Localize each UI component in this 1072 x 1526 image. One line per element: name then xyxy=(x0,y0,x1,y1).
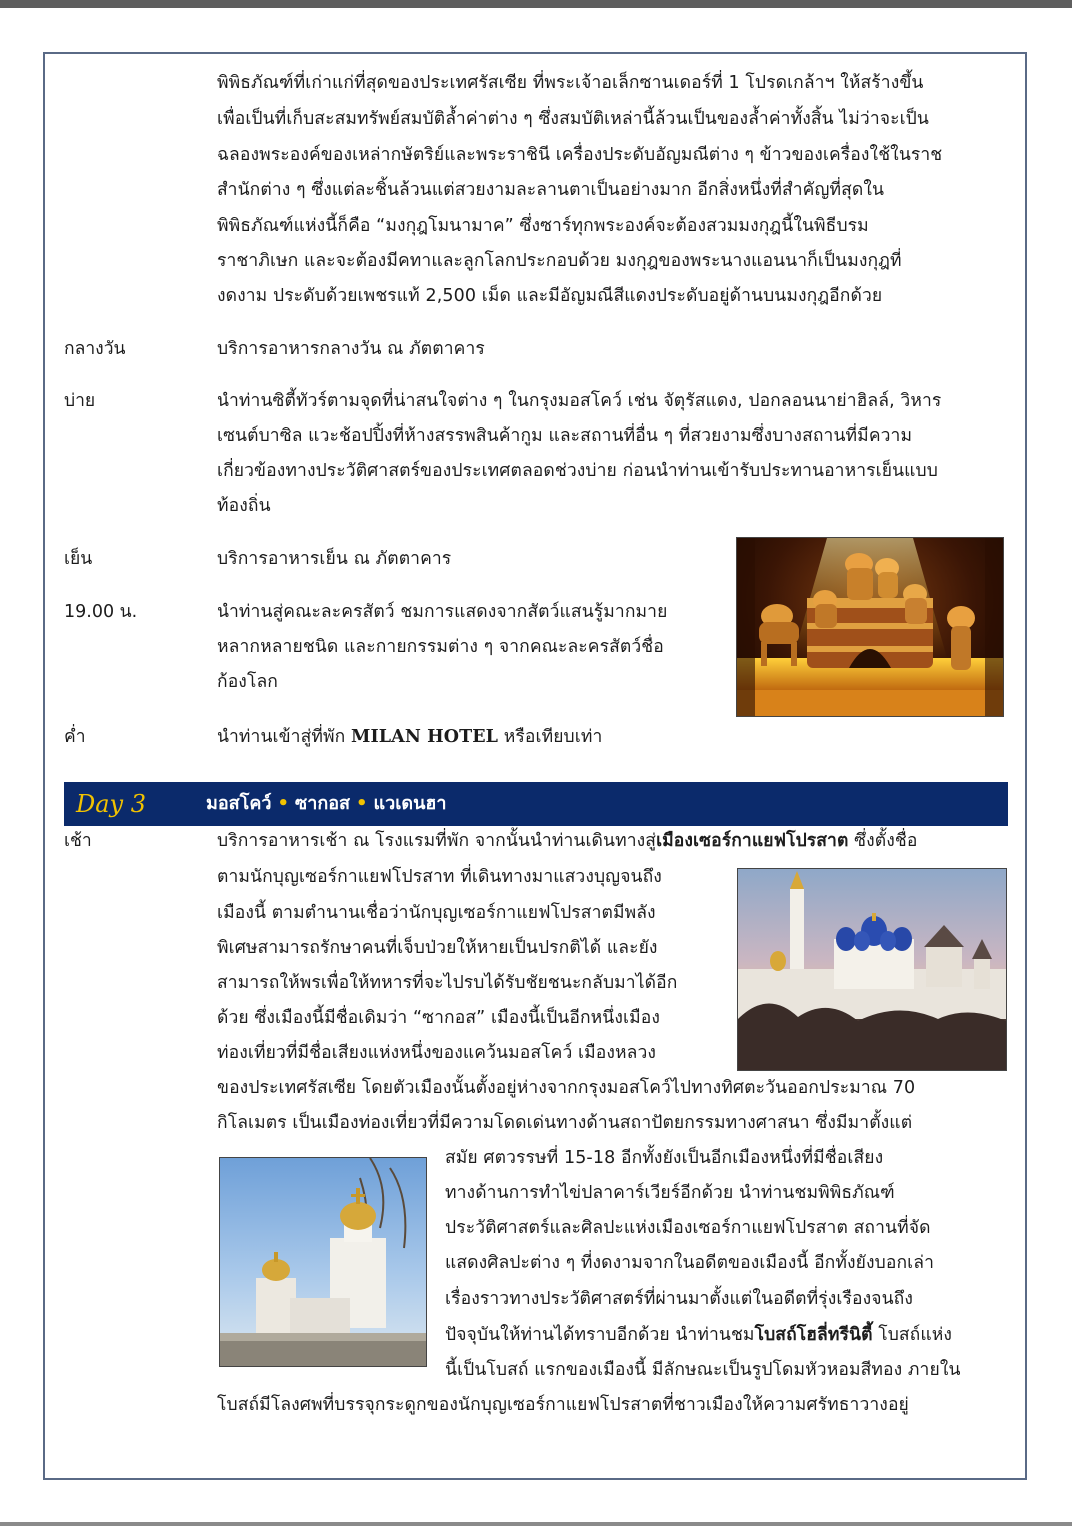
morning-right-line-1: สมัย ศตวรรษที่ 15-18 อีกทั้งยังเป็นอีกเมืองหนึ่งที่มีชื่อเสียง xyxy=(445,1148,884,1168)
sergiev-posad-name: เมืองเซอร์กาแยฟโปรสาต xyxy=(656,831,849,851)
church-line-before: ปัจจุบันให้ท่านได้ทราบอีกด้วย นำท่านชม xyxy=(445,1325,755,1345)
trinity-church-illustration xyxy=(220,1158,426,1366)
museum-line-2: เพื่อเป็นที่เก็บสะสมทรัพย์สมบัติล้ำค่าต่าง ๆ ซึ่งสมบัติเหล่านี้ล้วนเป็นของล้ำค่าทั้งสิ้น ไม่ว่าจะเป็น xyxy=(217,109,929,129)
morning-line-1-before: บริการอาหารเช้า ณ โรงแรมที่พัก จากนั้นนำท่านเดินทางสู่ xyxy=(217,831,657,851)
circus-illustration xyxy=(737,538,1003,716)
morning-narrow-line-1: ตามนักบุญเซอร์กาแยฟโปรสาท ที่เดินทางมาแสวงบุญจนถึง xyxy=(217,867,662,887)
bottom-edge-bar xyxy=(0,1522,1072,1526)
dinner-text: บริการอาหารเย็น ณ ภัตตาคาร xyxy=(217,549,452,569)
route-dot-1: • xyxy=(277,793,289,814)
top-edge-bar xyxy=(0,0,1072,8)
night-label: ค่ำ xyxy=(64,727,86,747)
morning-right-line-5: เรื่องราวทางประวัติศาสตร์ที่ผ่านมาตั้งแต่ในอดีตที่รุ่งเรืองจนถึง xyxy=(445,1289,913,1309)
morning-narrow-line-5: ด้วย ซึ่งเมืองนี้มีชื่อเดิมว่า “ซากอส” เมืองนี้เป็นอีกหนึ่งเมือง xyxy=(217,1008,660,1028)
holy-trinity-church-name: โบสถ์โฮลี่ทรีนิตี้ xyxy=(754,1325,873,1345)
day3-route xyxy=(206,786,447,822)
afternoon-line-1: นำท่านซิตี้ทัวร์ตามจุดที่น่าสนใจต่าง ๆ ในกรุงมอสโคว์ เช่น จัตุรัสแดง, ปอกลอนนาย่าฮิลล์, วิหาร xyxy=(217,391,942,411)
circus-time-label: 19.00 น. xyxy=(64,602,138,622)
afternoon-line-2: เซนต์บาซิล แวะช้อปปิ้งที่ห้างสรรพสินค้ากูม และสถานที่อื่น ๆ ที่สวยงามซึ่งบางสถานที่มีความ xyxy=(217,426,913,446)
morning-narrow-line-4: สามารถให้พรเพื่อให้ทหารที่จะไปรบได้รับชัยชนะกลับมาได้อีก xyxy=(217,973,678,993)
trinity-church-photo xyxy=(219,1157,427,1367)
morning-right-line-2: ทางด้านการทำไข่ปลาคาร์เวียร์อีกด้วย นำท่านชมพิพิธภัณฑ์ xyxy=(445,1183,895,1203)
church-line-1 xyxy=(445,1318,952,1354)
afternoon-line-3: เกี่ยวข้องทางประวัติศาสตร์ของประเทศตลอดช่วงบ่าย ก่อนนำท่านเข้ารับประทานอาหารเย็นแบบ xyxy=(217,461,938,481)
morning-line-1 xyxy=(217,824,917,860)
morning-narrow-line-2: เมืองนี้ ตามตำนานเชื่อว่านักบุญเซอร์กาแยฟโปรสาตมีพลัง xyxy=(217,903,656,923)
afternoon-label: บ่าย xyxy=(64,391,96,411)
circus-photo xyxy=(736,537,1004,717)
morning-line-1-after: ซึ่งตั้งชื่อ xyxy=(848,831,918,851)
monastery-photo xyxy=(737,868,1007,1071)
lunch-text: บริการอาหารกลางวัน ณ ภัตตาคาร xyxy=(217,339,485,359)
morning-right-line-4: แสดงศิลปะต่าง ๆ ที่งดงามจากในอดีตของเมืองนี้ อีกทั้งยังบอกเล่า xyxy=(445,1253,934,1273)
circus-line-1: นำท่านสู่คณะละครสัตว์ ชมการแสดงจากสัตว์แสนรู้มากมาย xyxy=(217,602,668,622)
dinner-label: เย็น xyxy=(64,549,93,569)
museum-line-6: ราชาภิเษก และจะต้องมีคทาและลูกโลกประกอบด้วย มงกุฎของพระนางแอนนาก็เป็นมงกุฎที่ xyxy=(217,251,902,271)
morning-wide-line-1: ของประเทศรัสเซีย โดยตัวเมืองนั้นตั้งอยู่ห่างจากกรุงมอสโคว์ไปทางทิศตะวันออกประมาณ 70 xyxy=(217,1078,916,1098)
morning-narrow-line-3: พิเศษสามารถรักษาคนที่เจ็บป่วยให้หายเป็นปรกติได้ และยัง xyxy=(217,938,658,958)
lunch-label: กลางวัน xyxy=(64,339,126,359)
morning-last-line: โบสถ์มีโลงศพที่บรรจุกระดูกของนักบุญเซอร์กาแยฟโปรสาตที่ชาวเมืองให้ความศรัทธาวางอยู่ xyxy=(217,1395,909,1415)
afternoon-line-4: ท้องถิ่น xyxy=(217,496,271,516)
museum-line-5: พิพิธภัณฑ์แห่งนี้ก็คือ “มงกุฎโมนามาค” ซึ่งซาร์ทุกพระองค์จะต้องสวมมงกุฎนี้ในพิธีบรม xyxy=(217,216,869,236)
monastery-illustration xyxy=(738,869,1006,1070)
circus-line-2: หลากหลายชนิด และกายกรรมต่าง ๆ จากคณะละครสัตว์ชื่อ xyxy=(217,637,664,657)
route-stop-3: แวเดนฮา xyxy=(373,793,447,814)
day3-header-band xyxy=(64,782,1008,826)
morning-narrow-line-6: ท่องเที่ยวที่มีชื่อเสียงแห่งหนึ่งของแคว้นมอสโคว์ เมืองหลวง xyxy=(217,1043,657,1063)
hotel-name: MILAN HOTEL xyxy=(351,727,499,747)
morning-wide-line-2: กิโลเมตร เป็นเมืองท่องเที่ยวที่มีความโดดเด่นทางด้านสถาปัตยกรรมทางศาสนา ซึ่งมีมาตั้งแต่ xyxy=(217,1113,913,1133)
circus-line-3: ก้องโลก xyxy=(217,672,278,692)
night-text xyxy=(217,720,602,756)
day3-label: Day 3 xyxy=(76,790,147,818)
morning-label: เช้า xyxy=(64,831,92,851)
museum-line-7: งดงาม ประดับด้วยเพชรแท้ 2,500 เม็ด และมีอัญมณีสีแดงประดับอยู่ด้านบนมงกุฎอีกด้วย xyxy=(217,286,883,306)
museum-line-1: พิพิธภัณฑ์ที่เก่าแก่ที่สุดของประเทศรัสเซีย ที่พระเจ้าอเล็กซานเดอร์ที่ 1 โปรดเกล้าฯ ให้สร้างขึ้น xyxy=(217,73,924,93)
night-text-before: นำท่านเข้าสู่ที่พัก xyxy=(217,727,351,747)
morning-right-line-3: ประวัติศาสตร์และศิลปะแห่งเมืองเซอร์กาแยฟโปรสาต สถานที่จัด xyxy=(445,1218,931,1238)
museum-line-4: สำนักต่าง ๆ ซึ่งแต่ละชิ้นล้วนแต่สวยงามละลานตาเป็นอย่างมาก อีกสิ่งหนึ่งที่สำคัญที่สุดใน xyxy=(217,180,885,200)
route-dot-2: • xyxy=(356,793,368,814)
night-text-after: หรือเทียบเท่า xyxy=(498,727,603,747)
route-stop-1: มอสโคว์ xyxy=(206,793,272,814)
museum-line-3: ฉลองพระองค์ของเหล่ากษัตริย์และพระราชินี เครื่องประดับอัญมณีต่าง ๆ ข้าวของเครื่องใช้ในราช xyxy=(217,145,943,165)
church-line-2: นี้เป็นโบสถ์ แรกของเมืองนี้ มีลักษณะเป็นรูปโดมหัวหอมสีทอง ภายใน xyxy=(445,1360,961,1380)
church-line-after: โบสถ์แห่ง xyxy=(872,1325,953,1345)
route-stop-2: ซากอส xyxy=(295,793,351,814)
